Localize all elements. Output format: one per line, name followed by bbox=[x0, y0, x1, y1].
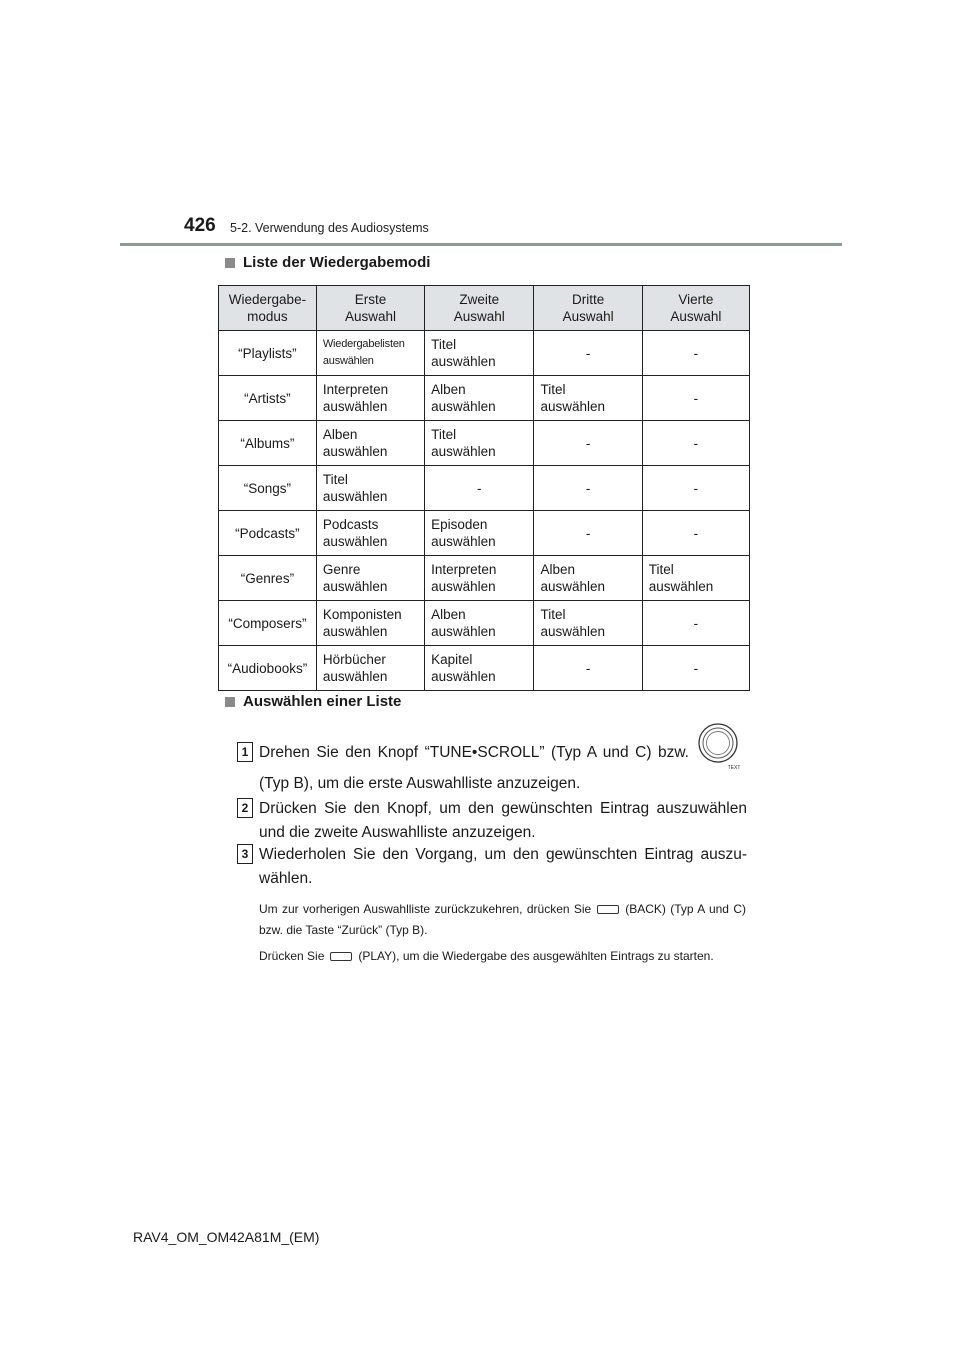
table-cell: Wiedergabelisten auswählen bbox=[316, 331, 424, 376]
list-heading-text: Liste der Wiedergabemodi bbox=[243, 254, 431, 271]
table-cell: Episoden auswählen bbox=[425, 511, 534, 556]
step-text: Drücken Sie den Knopf, um den gewünschten Eintrag auszuwählen und die zweite Auswahlliste anzuzeigen. bbox=[259, 800, 747, 841]
step-text-part-b: (Typ B), um die erste Auswahlliste anzuzeigen. bbox=[259, 775, 581, 792]
table-cell-mode: “Artists” bbox=[219, 376, 317, 421]
table-cell: Alben auswählen bbox=[425, 601, 534, 646]
table-cell: - bbox=[642, 421, 749, 466]
table-row bbox=[219, 511, 750, 556]
step-text: Wiederholen Sie den Vorgang, um den gewünschten Eintrag auszu-wählen. bbox=[259, 846, 747, 887]
playback-modes-table bbox=[218, 285, 750, 691]
note-text-before: Um zur vorherigen Auswahlliste zurückzukehren, drücken Sie bbox=[259, 902, 592, 916]
back-button-icon bbox=[597, 905, 619, 914]
table-row bbox=[219, 421, 750, 466]
step-number: 2 bbox=[237, 798, 253, 818]
note-back bbox=[259, 899, 746, 941]
header-fourth: Vierte Auswahl bbox=[642, 286, 749, 331]
list-heading bbox=[225, 254, 430, 271]
table-cell: Titel auswählen bbox=[534, 601, 642, 646]
table-row bbox=[219, 376, 750, 421]
table-cell: Alben auswählen bbox=[316, 421, 424, 466]
header-first: Erste Auswahl bbox=[316, 286, 424, 331]
step-1 bbox=[237, 741, 747, 796]
step-number: 1 bbox=[237, 742, 253, 762]
table-cell-mode: “Audiobooks” bbox=[219, 646, 317, 691]
header-third: Dritte Auswahl bbox=[534, 286, 642, 331]
table-row bbox=[219, 331, 750, 376]
table-cell: Interpreten auswählen bbox=[316, 376, 424, 421]
table-cell: - bbox=[642, 601, 749, 646]
table-cell: - bbox=[534, 646, 642, 691]
table-cell: - bbox=[534, 466, 642, 511]
tune-knob-icon bbox=[698, 722, 740, 770]
note-text-before: Drücken Sie bbox=[259, 949, 325, 963]
table-cell: Alben auswählen bbox=[425, 376, 534, 421]
table-row bbox=[219, 601, 750, 646]
square-bullet-icon bbox=[225, 697, 235, 707]
header-rule bbox=[120, 243, 842, 246]
select-heading bbox=[225, 693, 401, 710]
note-text-after: (BACK) (Typ A und C) bzw. die Taste “Zurück” (Typ B). bbox=[259, 902, 746, 937]
table-cell: Titel auswählen bbox=[642, 556, 749, 601]
table-cell: Kapitel auswählen bbox=[425, 646, 534, 691]
table-cell: Komponisten auswählen bbox=[316, 601, 424, 646]
table-cell-mode: “Albums” bbox=[219, 421, 317, 466]
select-heading-text: Auswählen einer Liste bbox=[243, 693, 402, 710]
table-cell: Genre auswählen bbox=[316, 556, 424, 601]
note-text-after: (PLAY), um die Wiedergabe des ausgewählten Eintrags zu starten. bbox=[358, 949, 714, 963]
header-mode: Wiedergabe- modus bbox=[219, 286, 317, 331]
table-cell-mode: “Playlists” bbox=[219, 331, 317, 376]
table-cell-mode: “Composers” bbox=[219, 601, 317, 646]
table-row bbox=[219, 646, 750, 691]
table-cell: - bbox=[534, 331, 642, 376]
table-cell: - bbox=[642, 376, 749, 421]
step-number: 3 bbox=[237, 844, 253, 864]
table-cell: Titel auswählen bbox=[425, 331, 534, 376]
table-cell: - bbox=[534, 511, 642, 556]
table-cell: - bbox=[534, 421, 642, 466]
header-second: Zweite Auswahl bbox=[425, 286, 534, 331]
table-cell: Titel auswählen bbox=[316, 466, 424, 511]
note-play bbox=[259, 946, 746, 967]
table-cell-mode: “Genres” bbox=[219, 556, 317, 601]
step-text-part-a: Drehen Sie den Knopf “TUNE•SCROLL” (Typ A und C) bzw. bbox=[259, 744, 689, 761]
knob-label: TEXT bbox=[727, 765, 740, 770]
table-cell: Interpreten auswählen bbox=[425, 556, 534, 601]
page-number: 426 bbox=[184, 215, 216, 236]
table-row bbox=[219, 466, 750, 511]
table-cell-mode: “Songs” bbox=[219, 466, 317, 511]
table-cell: - bbox=[642, 646, 749, 691]
table-cell: Titel auswählen bbox=[425, 421, 534, 466]
step-3 bbox=[237, 843, 747, 891]
table-cell: - bbox=[425, 466, 534, 511]
table-cell: - bbox=[642, 331, 749, 376]
square-bullet-icon bbox=[225, 258, 235, 268]
section-title: 5-2. Verwendung des Audiosystems bbox=[230, 221, 429, 235]
step-2 bbox=[237, 797, 747, 845]
table-header-row bbox=[219, 286, 750, 331]
document-code: RAV4_OM_OM42A81M_(EM) bbox=[133, 1229, 320, 1245]
table-cell-mode: “Podcasts” bbox=[219, 511, 317, 556]
table-cell: - bbox=[642, 466, 749, 511]
table-cell: Podcasts auswählen bbox=[316, 511, 424, 556]
table-row bbox=[219, 556, 750, 601]
play-button-icon bbox=[330, 952, 352, 961]
table-cell: Alben auswählen bbox=[534, 556, 642, 601]
table-cell: - bbox=[642, 511, 749, 556]
step-text bbox=[259, 741, 747, 796]
table-cell: Hörbücher auswählen bbox=[316, 646, 424, 691]
table-cell: Titel auswählen bbox=[534, 376, 642, 421]
